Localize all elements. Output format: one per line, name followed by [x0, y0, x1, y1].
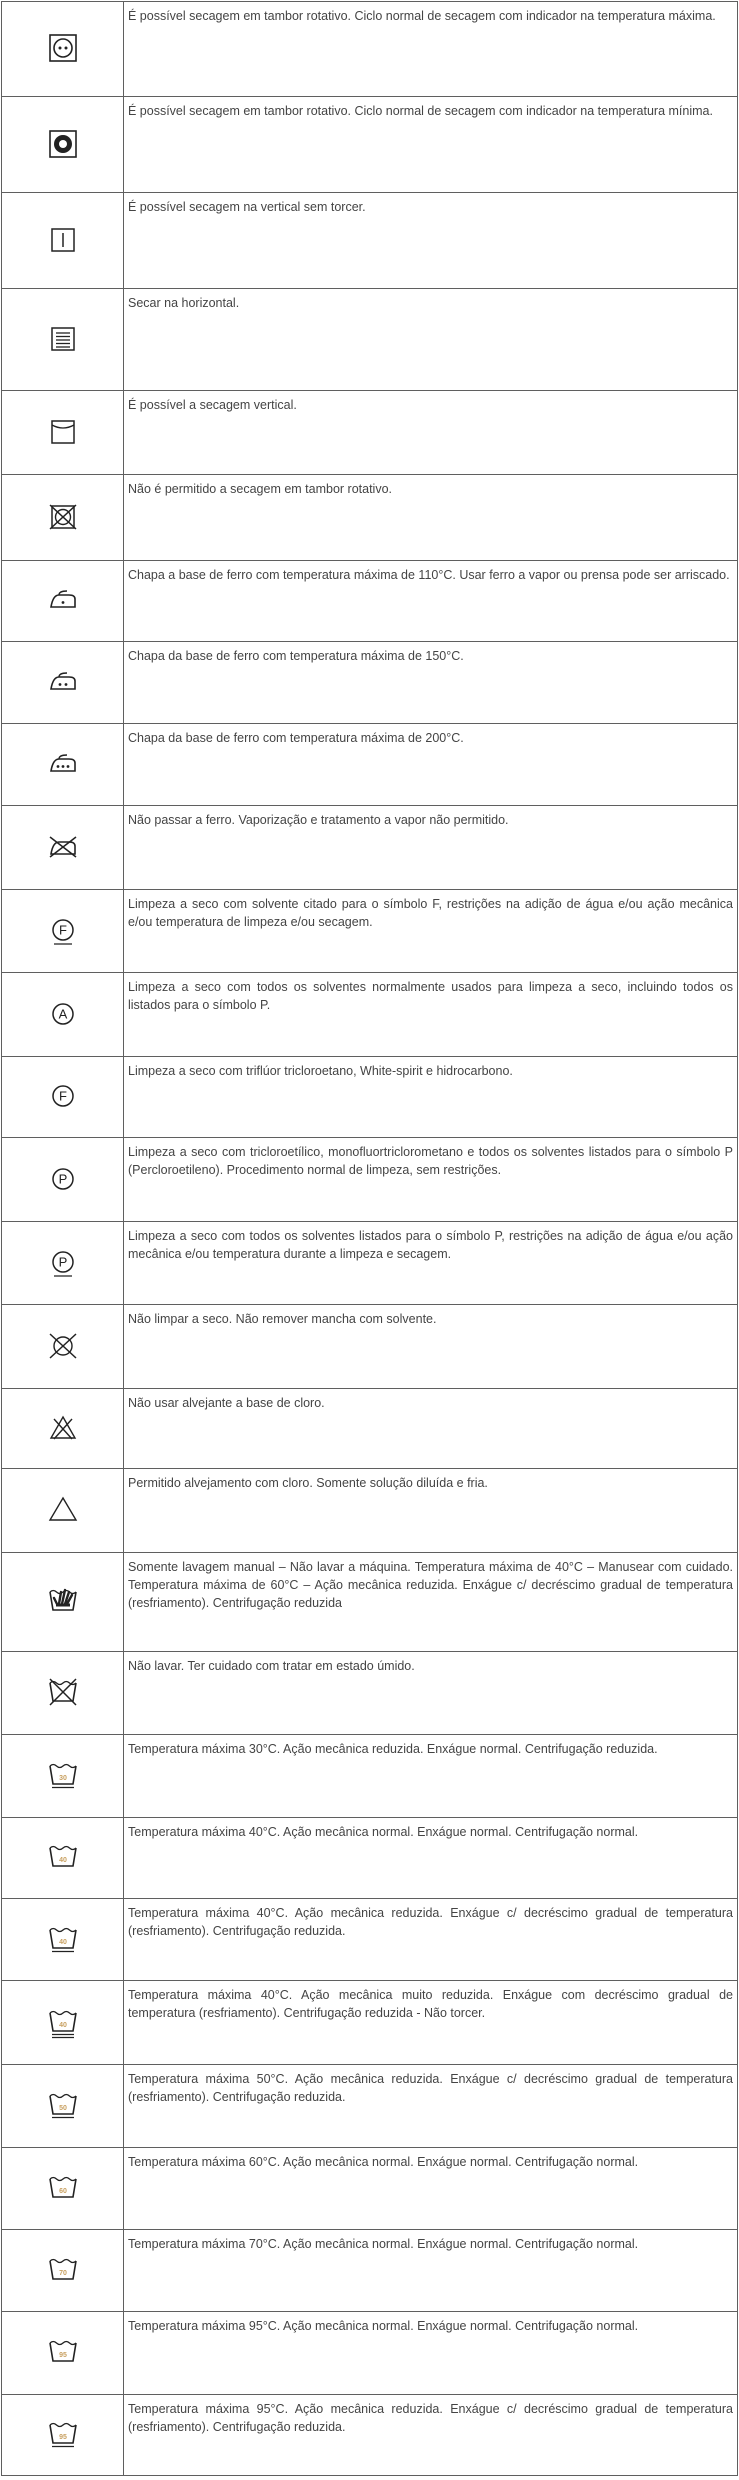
care-symbols-table: [1, 1, 738, 2476]
description-cell: Limpeza a seco com solvente citado para o símbolo F, restrições na adição de água e/ou ação mecânica e/ou temperatura de limpeza e/ou secagem.: [124, 890, 738, 973]
wash-temperature-label: 60: [58, 2187, 67, 2195]
description-cell: É possível secagem na vertical sem torcer.: [124, 193, 738, 289]
wash-temperature-label: 70: [58, 2269, 67, 2277]
wash-30-gentle-icon: [2, 1758, 123, 1794]
line-dry-icon: [2, 415, 123, 451]
care-symbol-row: [2, 642, 738, 724]
care-symbol-row: [2, 2065, 738, 2148]
wash-40-very-gentle-icon: [2, 2005, 123, 2041]
dry-clean-f-icon: [2, 1079, 123, 1115]
care-symbol-row: [2, 2, 738, 97]
symbol-cell: [2, 97, 124, 193]
wash-temperature-label: 95: [58, 2352, 67, 2359]
symbol-cell: [2, 1899, 124, 1981]
symbol-cell: [2, 1981, 124, 2065]
symbol-cell: [2, 2065, 124, 2148]
symbol-cell: [2, 1469, 124, 1553]
symbol-cell: [2, 475, 124, 561]
drip-dry-icon: [2, 223, 123, 259]
symbol-cell: [2, 1652, 124, 1735]
symbol-cell: [2, 806, 124, 890]
care-symbol-row: [2, 1138, 738, 1222]
care-symbol-row: [2, 2395, 738, 2476]
svg-text:P: P: [58, 1171, 67, 1186]
wash-70-icon: [2, 2253, 123, 2289]
description-cell: Temperatura máxima 40°C. Ação mecânica normal. Enxágue normal. Centrifugação normal.: [124, 1818, 738, 1899]
description-cell: Temperatura máxima 95°C. Ação mecânica normal. Enxágue normal. Centrifugação normal.: [124, 2312, 738, 2395]
wash-temperature-label: 50: [58, 2105, 67, 2112]
wash-temperature-label: 40: [58, 1857, 67, 1864]
dryer-filled-icon: [2, 127, 123, 163]
care-symbol-row: [2, 973, 738, 1057]
dry-clean-p-icon: [2, 1162, 123, 1198]
description-cell: Chapa da base de ferro com temperatura máxima de 150°C.: [124, 642, 738, 724]
wash-temperature-label: 95: [58, 2434, 67, 2441]
wash-50-gentle-icon: [2, 2088, 123, 2124]
description-cell: Não usar alvejante a base de cloro.: [124, 1389, 738, 1469]
description-cell: Temperatura máxima 30°C. Ação mecânica reduzida. Enxágue normal. Centrifugação reduzida.: [124, 1735, 738, 1818]
description-cell: Temperatura máxima 40°C. Ação mecânica muito reduzida. Enxágue com decréscimo gradual de temperatura (resfriamento). Centrifugação reduzida - Não torcer.: [124, 1981, 738, 2065]
care-symbol-row: [2, 1652, 738, 1735]
symbol-cell: [2, 1138, 124, 1222]
symbol-cell: [2, 1553, 124, 1652]
symbol-cell: [2, 2395, 124, 2476]
symbol-cell: [2, 724, 124, 806]
symbol-cell: [2, 2230, 124, 2312]
symbol-cell: [2, 1057, 124, 1138]
description-cell: Limpeza a seco com tricloroetílico, monofluortriclorometano e todos os solventes listados para o símbolo P (Percloroetileno). Procedimento normal de limpeza, sem restrições.: [124, 1138, 738, 1222]
care-symbol-row: [2, 1818, 738, 1899]
wash-95-icon: [2, 2335, 123, 2371]
symbol-cell: [2, 193, 124, 289]
description-cell: Chapa a base de ferro com temperatura máxima de 110°C. Usar ferro a vapor ou prensa pode ser arriscado.: [124, 561, 738, 642]
care-symbols-body: [2, 2, 738, 2476]
no-wash-icon: [2, 1675, 123, 1711]
description-cell: Temperatura máxima 95°C. Ação mecânica reduzida. Enxágue c/ decréscimo gradual de temperatura (resfriamento). Centrifugação reduzida.: [124, 2395, 738, 2476]
svg-text:F: F: [58, 922, 67, 938]
dry-clean-f-gentle-icon: [2, 913, 123, 949]
no-bleach-icon: [2, 1411, 123, 1447]
care-symbol-row: [2, 475, 738, 561]
svg-text:F: F: [58, 1088, 67, 1104]
wash-95-gentle-icon: [2, 2417, 123, 2453]
symbol-cell: [2, 1389, 124, 1469]
description-cell: Chapa da base de ferro com temperatura máxima de 200°C.: [124, 724, 738, 806]
symbol-cell: [2, 391, 124, 475]
description-cell: Temperatura máxima 40°C. Ação mecânica reduzida. Enxágue c/ decréscimo gradual de temperatura (resfriamento). Centrifugação reduzida.: [124, 1899, 738, 1981]
care-symbol-row: [2, 1735, 738, 1818]
care-symbol-row: [2, 2312, 738, 2395]
description-cell: Temperatura máxima 70°C. Ação mecânica normal. Enxágue normal. Centrifugação normal.: [124, 2230, 738, 2312]
wash-40-icon: [2, 1840, 123, 1876]
description-cell: Não lavar. Ter cuidado com tratar em estado úmido.: [124, 1652, 738, 1735]
wash-temperature-label: 40: [58, 2021, 67, 2029]
care-symbol-row: [2, 1057, 738, 1138]
hand-wash-icon: [2, 1584, 123, 1620]
wash-40-gentle-icon: [2, 1922, 123, 1958]
description-cell: Somente lavagem manual – Não lavar a máquina. Temperatura máxima de 40°C – Manusear com cuidado. Temperatura máxima de 60°C – Ação mecânica reduzida. Enxágue c/ decréscimo gradual de temperatura (resfriamento). Centrifugação reduzida: [124, 1553, 738, 1652]
description-cell: Limpeza a seco com todos os solventes listados para o símbolo P, restrições na adição de água e/ou ação mecânica e/ou temperatura durante a limpeza e secagem.: [124, 1222, 738, 1305]
care-symbol-row: [2, 724, 738, 806]
care-symbol-row: [2, 1305, 738, 1389]
care-symbol-row: [2, 97, 738, 193]
description-cell: Não passar a ferro. Vaporização e tratamento a vapor não permitido.: [124, 806, 738, 890]
symbol-cell: [2, 1735, 124, 1818]
wash-temperature-label: 30: [58, 1775, 67, 1782]
care-symbol-row: [2, 1981, 738, 2065]
description-cell: Secar na horizontal.: [124, 289, 738, 391]
iron-medium-icon: [2, 665, 123, 701]
care-symbol-row: [2, 1899, 738, 1981]
care-symbol-row: [2, 1389, 738, 1469]
bleach-icon: [2, 1493, 123, 1529]
care-symbol-row: [2, 890, 738, 973]
symbol-cell: [2, 289, 124, 391]
svg-text:A: A: [58, 1006, 67, 1021]
care-symbol-row: [2, 2148, 738, 2230]
no-dry-clean-icon: [2, 1329, 123, 1365]
care-symbol-row: [2, 1553, 738, 1652]
dry-clean-p-gentle-icon: [2, 1245, 123, 1281]
care-symbol-row: [2, 391, 738, 475]
symbol-cell: [2, 2312, 124, 2395]
description-cell: Temperatura máxima 60°C. Ação mecânica normal. Enxágue normal. Centrifugação normal.: [124, 2148, 738, 2230]
dry-clean-a-icon: [2, 997, 123, 1033]
care-symbol-row: [2, 289, 738, 391]
symbol-cell: [2, 1222, 124, 1305]
care-symbol-row: [2, 1469, 738, 1553]
wash-60-icon: [2, 2171, 123, 2207]
description-cell: É possível secagem em tambor rotativo. Ciclo normal de secagem com indicador na temperatura máxima.: [124, 2, 738, 97]
symbol-cell: [2, 2, 124, 97]
description-cell: Não é permitido a secagem em tambor rotativo.: [124, 475, 738, 561]
symbol-cell: [2, 1818, 124, 1899]
symbol-cell: [2, 1305, 124, 1389]
description-cell: Permitido alvejamento com cloro. Somente solução diluída e fria.: [124, 1469, 738, 1553]
description-cell: Limpeza a seco com todos os solventes normalmente usados para limpeza a seco, incluindo todos os listados para o símbolo P.: [124, 973, 738, 1057]
description-cell: Limpeza a seco com triflúor tricloroetano, White-spirit e hidrocarbono.: [124, 1057, 738, 1138]
description-cell: Temperatura máxima 50°C. Ação mecânica reduzida. Enxágue c/ decréscimo gradual de temperatura (resfriamento). Centrifugação reduzida.: [124, 2065, 738, 2148]
iron-low-icon: [2, 583, 123, 619]
care-symbol-row: [2, 2230, 738, 2312]
symbol-cell: [2, 561, 124, 642]
iron-high-icon: [2, 747, 123, 783]
care-symbol-row: [2, 561, 738, 642]
svg-text:P: P: [58, 1254, 67, 1270]
description-cell: É possível a secagem vertical.: [124, 391, 738, 475]
no-iron-icon: [2, 830, 123, 866]
description-cell: Não limpar a seco. Não remover mancha com solvente.: [124, 1305, 738, 1389]
care-symbol-row: [2, 806, 738, 890]
care-symbol-row: [2, 193, 738, 289]
no-tumble-dry-icon: [2, 500, 123, 536]
dryer-dots2-icon: [2, 31, 123, 67]
description-cell: É possível secagem em tambor rotativo. Ciclo normal de secagem com indicador na temperatura mínima.: [124, 97, 738, 193]
symbol-cell: [2, 973, 124, 1057]
symbol-cell: [2, 2148, 124, 2230]
dry-flat-icon: [2, 322, 123, 358]
wash-temperature-label: 40: [58, 1938, 67, 1946]
symbol-cell: [2, 890, 124, 973]
symbol-cell: [2, 642, 124, 724]
care-symbol-row: [2, 1222, 738, 1305]
